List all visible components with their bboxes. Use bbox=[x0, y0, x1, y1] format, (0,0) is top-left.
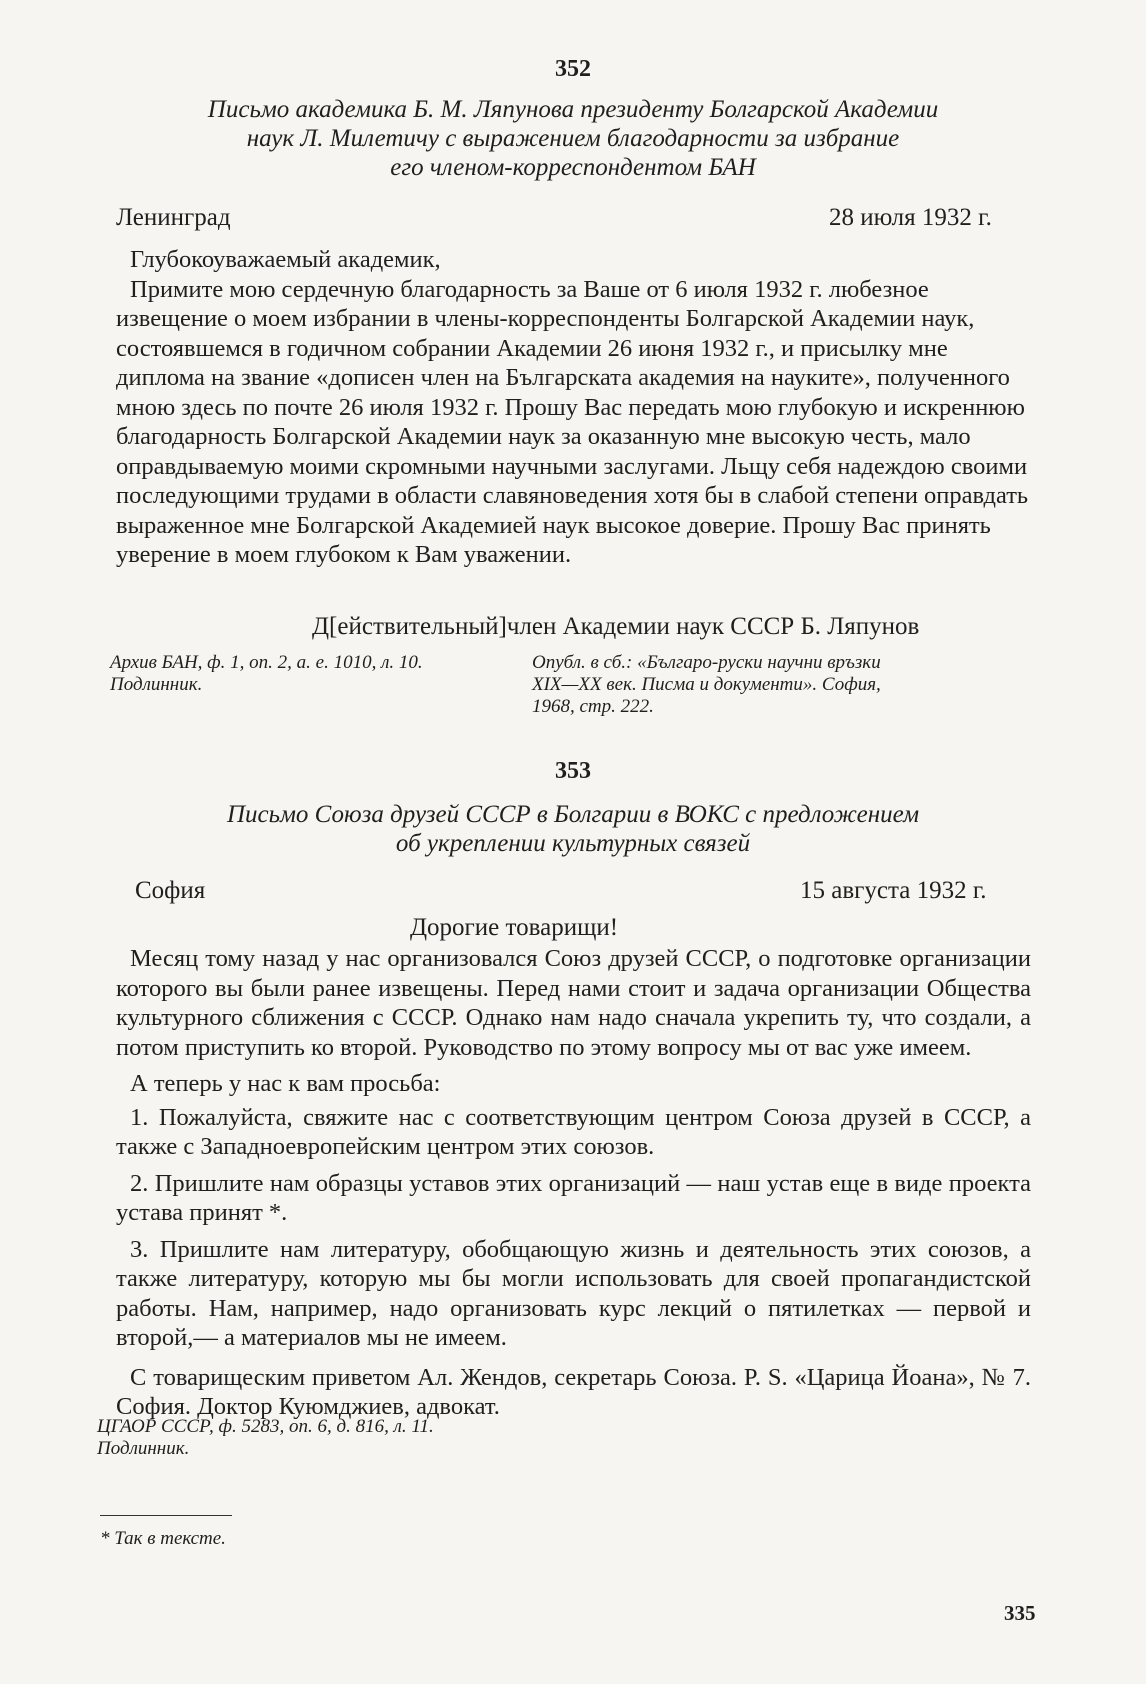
footnote-divider bbox=[100, 1515, 232, 1516]
document-number-353: 353 bbox=[555, 758, 591, 784]
document-number-352: 352 bbox=[555, 56, 591, 82]
place-352: Ленинград bbox=[116, 204, 231, 231]
request-item-1: 1. Пожалуйста, свяжите нас с соответствующим центром Союза друзей в СССР, а также с Западноевропейским центром этих союзов. bbox=[116, 1103, 1031, 1160]
date-352: 28 июля 1932 г. bbox=[829, 204, 992, 231]
letter-body-353 bbox=[116, 944, 1031, 1422]
salutation-353: Дорогие товарищи! bbox=[410, 914, 619, 941]
page-number: 335 bbox=[1004, 1601, 1036, 1625]
letter-body-352 bbox=[116, 245, 1031, 570]
title-line: об укреплении культурных связей bbox=[395, 830, 751, 857]
footnote: * Так в тексте. bbox=[100, 1528, 226, 1549]
signature-352: Д[ействительный]член Академии наук СССР Б. Ляпунов bbox=[312, 613, 920, 640]
request-item-2: 2. Пришлите нам образцы уставов этих организаций — наш устав еще в виде проекта устава принят *. bbox=[116, 1169, 1031, 1226]
place-353: София bbox=[135, 877, 206, 904]
archive-source-353 bbox=[97, 1416, 434, 1460]
title-line: Письмо академика Б. М. Ляпунова президенту Болгарской Академии bbox=[207, 96, 939, 123]
closing-353: С товарищеским приветом Ал. Жендов, секретарь Союза. P. S. «Царица Йоана», № 7. София. Доктор Куюмджиев, адвокат. bbox=[116, 1363, 1031, 1420]
document-title-352 bbox=[60, 95, 1086, 182]
archive-line: Подлинник. bbox=[97, 1438, 190, 1459]
title-line: Письмо Союза друзей СССР в Болгарии в ВОКС с предложением bbox=[226, 801, 920, 828]
archive-line: Подлинник. bbox=[110, 674, 203, 695]
title-line: его членом-корреспондентом БАН bbox=[390, 154, 756, 181]
paragraph-353: Месяц тому назад у нас организовался Союз друзей СССР, о подготовке организации которого вы были ранее извещены. Перед нами стоит и задача организации Общества культурного сближения с СССР. Однако нам надо сначала укрепить ту, что создали, а потом приступить ко второй. Руководство по этому вопросу мы от вас уже имеем. bbox=[116, 945, 1031, 1061]
publication-line: Опубл. в сб.: «Българо-руски научни връзки bbox=[532, 652, 881, 673]
publication-source-352 bbox=[532, 652, 881, 718]
salutation-352: Глубокоуважаемый академик, bbox=[130, 246, 441, 273]
publication-line: XIX—XX век. Писма и документи». София, bbox=[532, 674, 881, 695]
document-title-353 bbox=[60, 800, 1086, 858]
archive-line: ЦГАОР СССР, ф. 5283, оп. 6, д. 816, л. 11. bbox=[97, 1416, 434, 1437]
letter-text-352: Примите мою сердечную благодарность за Ваше от 6 июля 1932 г. любезное извещение о моем избрании в члены-корреспонденты Болгарской Академии наук, состоявшемся в годичном собрании Академии 26 июня 1932 г., и присылку мне диплома на звание «дописен член на Българската академия на науките», полученного мною здесь по почте 26 июля 1932 г. Прошу Вас передать мою глубокую и искреннюю благодарность Болгарской Академии наук за оказанную мне высокую честь, мало оправдываемую моими скромными научными заслугами. Льщу себя надеждою своими последующими трудами в области славяноведения хотя бы в слабой степени оправдать выраженное мне Болгарской Академией наук высокое доверие. Прошу Вас принять уверение в моем глубоком к Вам уважении. bbox=[116, 275, 1029, 568]
publication-line: 1968, стр. 222. bbox=[532, 696, 654, 717]
request-item-3: 3. Пришлите нам литературу, обобщающую жизнь и деятельность этих союзов, а также литературу, которую мы бы могли использовать для своей пропагандистской работы. Нам, например, надо организовать курс лекций о пятилетках — первой и второй,— а материалов мы не имеем. bbox=[116, 1235, 1031, 1351]
title-line: наук Л. Милетичу с выражением благодарности за избрание bbox=[246, 125, 900, 152]
archive-source-352 bbox=[110, 652, 423, 696]
archive-line: Архив БАН, ф. 1, оп. 2, а. е. 1010, л. 10. bbox=[110, 652, 423, 673]
date-353: 15 августа 1932 г. bbox=[800, 877, 987, 904]
request-line-353: А теперь у нас к вам просьба: bbox=[130, 1070, 441, 1097]
